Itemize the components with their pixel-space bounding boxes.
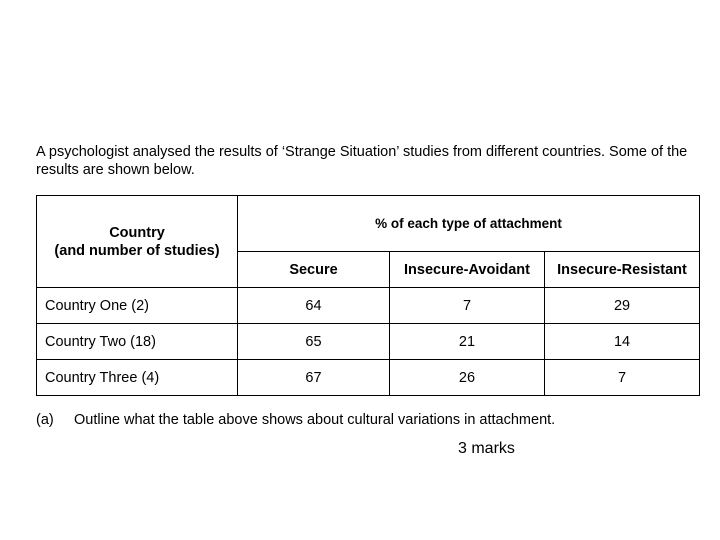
- country-cell: Country One (2): [37, 288, 238, 324]
- intro-text: A psychologist analysed the results of ‘Strange Situation’ studies from different countries. Some of the results are shown below.: [36, 144, 688, 178]
- attachment-percent-header: % of each type of attachment: [238, 196, 700, 252]
- insecure-resistant-value-cell: 7: [545, 360, 700, 396]
- question-a: [36, 412, 555, 428]
- table-row: [37, 324, 700, 360]
- table-row: [37, 360, 700, 396]
- insecure-avoidant-column-header: Insecure-Avoidant: [390, 252, 545, 288]
- secure-value-cell: 65: [238, 324, 390, 360]
- insecure-avoidant-value-cell: 7: [390, 288, 545, 324]
- secure-column-header: Secure: [238, 252, 390, 288]
- country-header-line1: Country: [109, 224, 165, 241]
- table-row: [37, 288, 700, 324]
- marks-label: 3 marks: [458, 440, 515, 457]
- results-table: [36, 195, 700, 396]
- insecure-avoidant-value-cell: 21: [390, 324, 545, 360]
- country-cell: Country Two (18): [37, 324, 238, 360]
- insecure-resistant-value-cell: 14: [545, 324, 700, 360]
- country-column-header: [37, 196, 238, 288]
- secure-value-cell: 64: [238, 288, 390, 324]
- country-cell: Country Three (4): [37, 360, 238, 396]
- country-header-line2: (and number of studies): [54, 242, 220, 259]
- question-number: (a): [36, 412, 54, 428]
- insecure-resistant-value-cell: 29: [545, 288, 700, 324]
- insecure-resistant-column-header: Insecure-Resistant: [545, 252, 700, 288]
- secure-value-cell: 67: [238, 360, 390, 396]
- question-text: Outline what the table above shows about cultural variations in attachment.: [74, 412, 556, 428]
- insecure-avoidant-value-cell: 26: [390, 360, 545, 396]
- table-header-row: [37, 196, 700, 252]
